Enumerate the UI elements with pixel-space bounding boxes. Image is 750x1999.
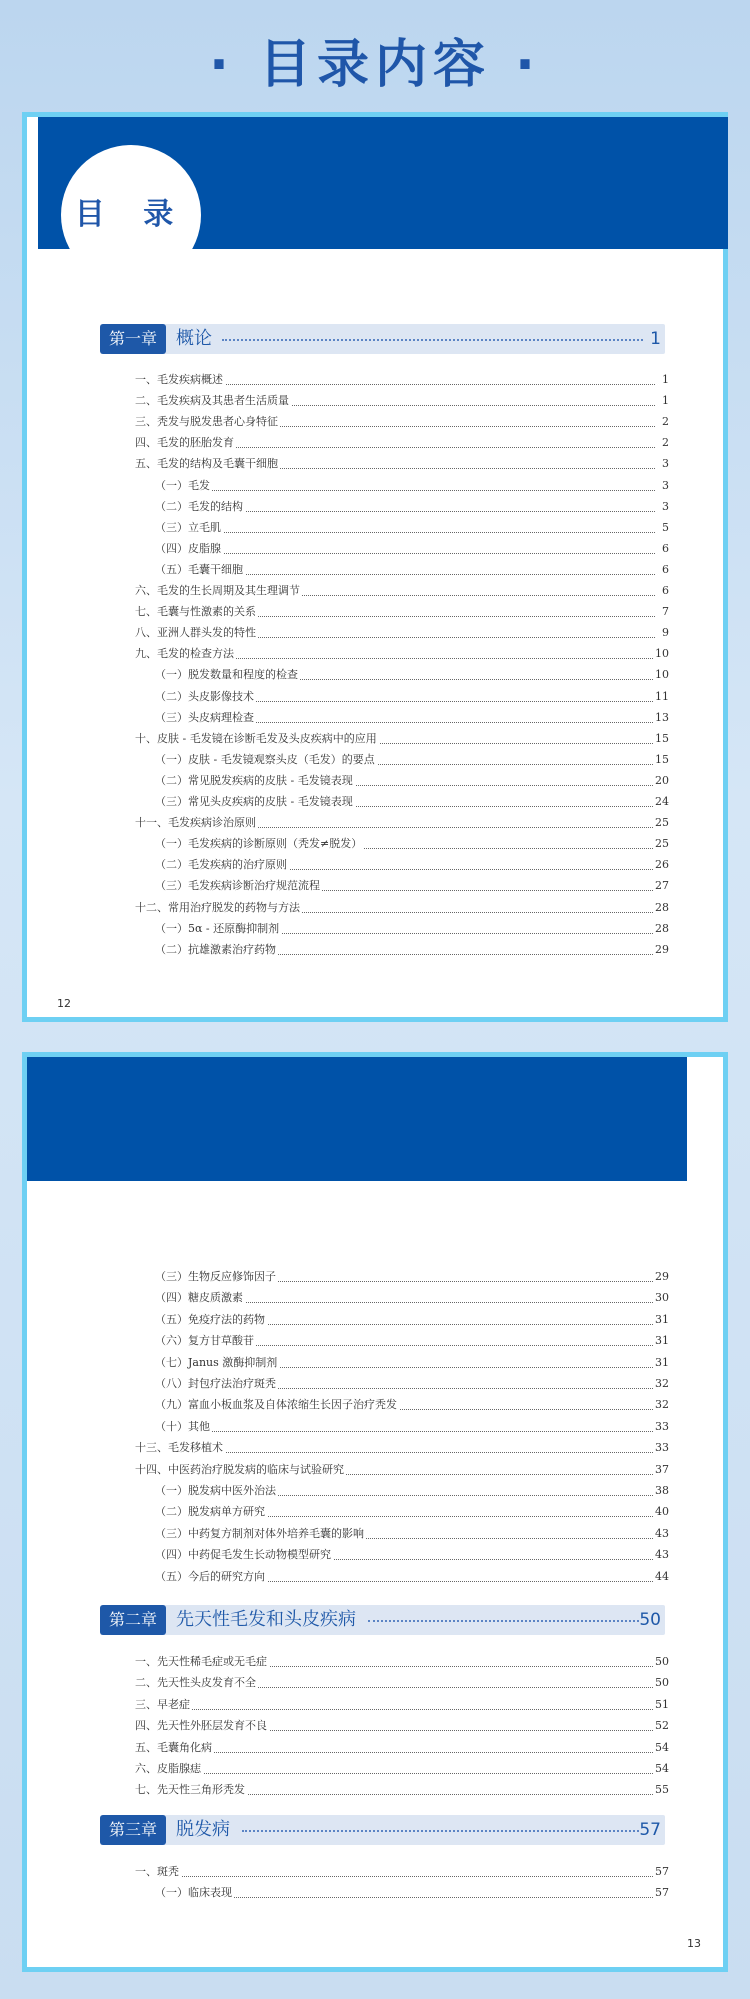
toc-entry-title: （二）毛发的结构 [155,497,245,517]
toc-entry-page: 27 [654,876,669,896]
toc-entry-title: 四、毛发的胚胎发育 [135,433,236,453]
toc-entry-page: 20 [654,771,669,791]
toc-entry-title: 七、毛囊与性激素的关系 [135,602,258,622]
leader-dots [155,1431,655,1432]
chapter-title: 概论 [176,328,212,349]
toc-entry[interactable] [155,1545,669,1565]
toc-entry[interactable] [135,1695,669,1715]
toc-entry[interactable] [135,813,669,833]
toc-entry[interactable] [155,855,669,875]
toc-entry-page: 37 [654,1460,669,1480]
toc-entry-title: 一、斑秃 [135,1862,181,1882]
toc-entry-page: 3 [661,497,669,517]
toc-entry-title: （三）头皮病理检查 [155,708,256,728]
toc-entry-page: 31 [654,1353,669,1373]
toc-entry[interactable] [155,919,669,939]
toc-entry-title: 十、皮肤 - 毛发镜在诊断毛发及头皮疾病中的应用 [135,729,379,749]
toc-entry[interactable] [155,1310,669,1330]
toc-entry-page: 43 [654,1545,669,1565]
leader-dots [155,490,655,491]
toc-entry-page: 13 [654,708,669,728]
toc-entry-title: 二、先天性头皮发育不全 [135,1673,258,1693]
toc-entry-page: 7 [661,602,669,622]
chapter-label: 第三章 [100,1815,166,1845]
toc-entry-title: （九）富血小板血浆及自体浓缩生长因子治疗秃发 [155,1395,399,1415]
toc-page-left [22,112,728,1022]
toc-entry[interactable] [135,1738,669,1758]
toc-entry-page: 54 [654,1738,669,1758]
toc-entry-page: 2 [661,412,669,432]
toc-entry-page: 5 [661,518,669,538]
toc-entry[interactable] [155,1395,669,1415]
toc-entry-title: （二）脱发病单方研究 [155,1502,267,1522]
toc-entry[interactable] [155,876,669,896]
toc-entry-page: 33 [654,1417,669,1437]
toc-entry[interactable] [135,433,669,453]
toc-entry-page: 29 [654,1267,669,1287]
toc-entry-title: 九、毛发的检查方法 [135,644,236,664]
toc-entry-title: （七）Janus 激酶抑制剂 [155,1353,279,1373]
toc-entry[interactable] [155,497,669,517]
toc-entry-page: 6 [661,539,669,559]
toc-entry-page: 30 [654,1288,669,1308]
toc-entry[interactable] [155,1288,669,1308]
toc-entry[interactable] [135,1716,669,1736]
toc-entry-title: （五）免疫疗法的药物 [155,1310,267,1330]
toc-entry-page: 33 [654,1438,669,1458]
chapter-leader-dots [242,1830,639,1832]
toc-entry[interactable] [135,729,669,749]
toc-entry-page: 15 [654,750,669,770]
toc-entry-title: （六）复方甘草酸苷 [155,1331,256,1351]
chapter-leader-dots [368,1620,639,1622]
toc-entry[interactable] [155,1374,669,1394]
toc-entry-page: 32 [654,1374,669,1394]
toc-entry-page: 3 [661,476,669,496]
toc-entry[interactable] [135,1652,669,1672]
toc-entry-page: 1 [661,370,669,390]
toc-entry-page: 52 [654,1716,669,1736]
toc-entry-page: 43 [654,1524,669,1544]
toc-entry[interactable] [155,518,669,538]
toc-entry-title: （一）5α - 还原酶抑制剂 [155,919,281,939]
toc-page-right [22,1052,728,1972]
toc-entry[interactable] [155,1567,669,1587]
toc-entry-title: （一）脱发数量和程度的检查 [155,665,300,685]
toc-entry[interactable] [135,1438,669,1458]
toc-entry-page: 50 [654,1673,669,1693]
toc-entry-title: （四）皮脂腺 [155,539,223,559]
toc-entry-title: 七、先天性三角形秃发 [135,1780,247,1800]
toc-entry[interactable] [135,898,669,918]
toc-entry[interactable] [155,1331,669,1351]
toc-entry-page: 40 [654,1502,669,1522]
toc-entry[interactable] [135,454,669,474]
toc-entry-title: 二、毛发疾病及其患者生活质量 [135,391,291,411]
toc-entry[interactable] [135,1460,669,1480]
chapter-leader-dots [222,339,643,341]
toc-entry-title: （一）毛发疾病的诊断原则（秃发≠脱发） [155,834,364,854]
toc-entry-page: 24 [654,792,669,812]
toc-entry-title: （三）中药复方制剂对体外培养毛囊的影响 [155,1524,366,1544]
toc-entry-title: 四、先天性外胚层发育不良 [135,1716,269,1736]
toc-entry[interactable] [155,771,669,791]
toc-entry-page: 57 [654,1862,669,1882]
toc-entry-page: 28 [654,898,669,918]
toc-entry-title: （一）临床表现 [155,1883,234,1903]
toc-entry[interactable] [155,750,669,770]
toc-entry[interactable] [135,1862,669,1882]
toc-entry-title: （三）生物反应修饰因子 [155,1267,278,1287]
leader-dots [135,1773,655,1774]
toc-entry-page: 31 [654,1310,669,1330]
toc-entry-title: 十三、毛发移植术 [135,1438,225,1458]
toc-entry[interactable] [135,1759,669,1779]
toc-entry[interactable] [135,623,669,643]
toc-entry-page: 26 [654,855,669,875]
toc-entry-title: （二）头皮影像技术 [155,687,256,707]
leader-dots [155,553,655,554]
toc-entry-title: 六、毛发的生长周期及其生理调节 [135,581,302,601]
toc-entry-title: 五、毛发的结构及毛囊干细胞 [135,454,280,474]
chapter-page: 1 [650,329,661,349]
toc-entry-page: 55 [654,1780,669,1800]
toc-entry[interactable] [135,391,669,411]
toc-entry[interactable] [155,1417,669,1437]
toc-entry-title: （五）今后的研究方向 [155,1567,267,1587]
chapter-label: 第一章 [100,324,166,354]
toc-entry-page: 10 [654,665,669,685]
toc-entry-page: 1 [661,391,669,411]
toc-entry-title: 三、秃发与脱发患者心身特征 [135,412,280,432]
toc-entry-title: （一）脱发病中医外治法 [155,1481,278,1501]
chapter-page: 50 [639,1610,661,1630]
toc-entry-page: 25 [654,813,669,833]
leader-dots [135,1709,655,1710]
toc-entry[interactable] [155,1524,669,1544]
toc-entry-title: （一）毛发 [155,476,212,496]
toc-entry[interactable] [135,644,669,664]
toc-entry-page: 3 [661,454,669,474]
toc-entry-page: 51 [654,1695,669,1715]
toc-entry-page: 57 [654,1883,669,1903]
toc-entry[interactable] [155,792,669,812]
toc-entry[interactable] [155,834,669,854]
toc-entry-title: 六、皮脂腺痣 [135,1759,203,1779]
page-number: 12 [57,997,71,1010]
toc-entry-page: 28 [654,919,669,939]
toc-entry-page: 29 [654,940,669,960]
chapter-label: 第二章 [100,1605,166,1635]
toc-entry[interactable] [135,370,669,390]
toc-entry-title: 十二、常用治疗脱发的药物与方法 [135,898,302,918]
chapter-header-2[interactable] [100,1605,665,1635]
chapter-title: 先天性毛发和头皮疾病 [176,1609,356,1630]
toc-entry[interactable] [155,476,669,496]
toc-entry[interactable] [135,602,669,622]
leader-dots [155,532,655,533]
chapter-title: 脱发病 [176,1819,230,1840]
toc-entry-page: 54 [654,1759,669,1779]
chapter-header-1[interactable] [100,324,665,354]
leader-dots [135,1876,655,1877]
toc-entry[interactable] [155,1502,669,1522]
toc-entry-page: 6 [661,560,669,580]
chapter-header-3[interactable] [100,1815,665,1845]
toc-entry[interactable] [155,1481,669,1501]
toc-entry[interactable] [155,1883,669,1903]
toc-entry[interactable] [155,1267,669,1287]
toc-entry-page: 11 [654,687,669,707]
toc-entry[interactable] [155,708,669,728]
toc-entry-title: （二）常见脱发疾病的皮肤 - 毛发镜表现 [155,771,355,791]
toc-heading: 目 录 [61,145,201,285]
toc-entry-title: （十）其他 [155,1417,212,1437]
toc-entry-title: （四）糖皮质激素 [155,1288,245,1308]
toc-entry-title: 五、毛囊角化病 [135,1738,214,1758]
toc-entry-title: （三）常见头皮疾病的皮肤 - 毛发镜表现 [155,792,355,812]
toc-entry-page: 15 [654,729,669,749]
toc-entry-title: （二）毛发疾病的治疗原则 [155,855,289,875]
toc-entry[interactable] [135,1673,669,1693]
toc-entry[interactable] [155,539,669,559]
toc-entry-title: 八、亚洲人群头发的特性 [135,623,258,643]
toc-entry-page: 32 [654,1395,669,1415]
toc-entry-title: 一、毛发疾病概述 [135,370,225,390]
toc-entry-page: 25 [654,834,669,854]
toc-entry-title: 三、早老症 [135,1695,192,1715]
toc-entry-page: 50 [654,1652,669,1672]
toc-entry[interactable] [155,560,669,580]
toc-entry-page: 9 [661,623,669,643]
toc-entry-page: 6 [661,581,669,601]
toc-entry[interactable] [155,687,669,707]
chapter-page: 57 [639,1820,661,1840]
toc-entry[interactable] [135,412,669,432]
toc-entry-page: 44 [654,1567,669,1587]
page-number: 13 [687,1937,701,1950]
toc-entry[interactable] [135,1780,669,1800]
toc-entry[interactable] [155,1353,669,1373]
toc-entry-page: 38 [654,1481,669,1501]
toc-entry-title: 一、先天性稀毛症或无毛症 [135,1652,269,1672]
toc-entry-title: （三）立毛肌 [155,518,223,538]
toc-entry[interactable] [135,581,669,601]
banner-title: · 目录内容 · [209,35,541,95]
toc-entry-title: （四）中药促毛发生长动物模型研究 [155,1545,333,1565]
toc-entry-title: （五）毛囊干细胞 [155,560,245,580]
toc-entry-title: （三）毛发疾病诊断治疗规范流程 [155,876,322,896]
toc-entry[interactable] [155,940,669,960]
toc-entry-page: 31 [654,1331,669,1351]
toc-entry-title: （八）封包疗法治疗斑秃 [155,1374,278,1394]
toc-entry[interactable] [155,665,669,685]
toc-entry-title: 十四、中医药治疗脱发病的临床与试验研究 [135,1460,346,1480]
toc-entry-page: 10 [654,644,669,664]
toc-entry-title: （二）抗雄激素治疗药物 [155,940,278,960]
toc-entry-page: 2 [661,433,669,453]
toc-entry-title: 十一、毛发疾病诊治原则 [135,813,258,833]
toc-entry-title: （一）皮肤 - 毛发镜观察头皮（毛发）的要点 [155,750,377,770]
page-header-band [27,1057,687,1181]
